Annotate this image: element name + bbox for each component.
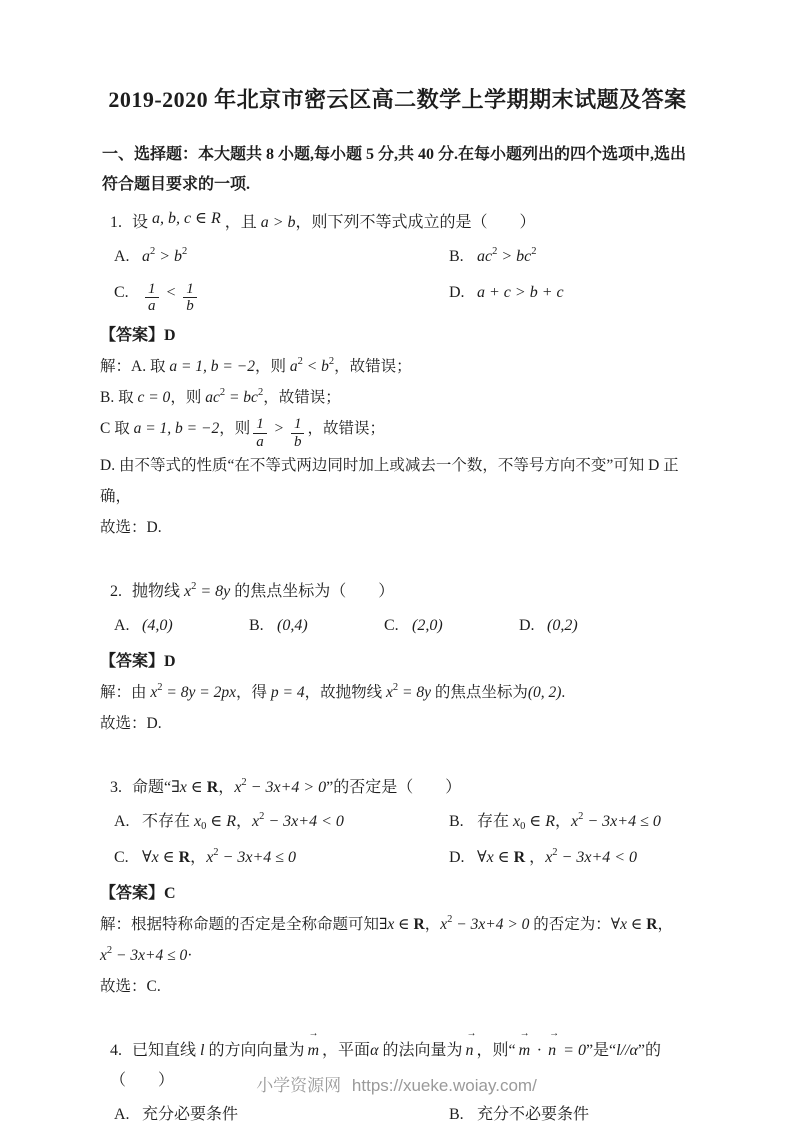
math-run: x xyxy=(184,583,192,600)
math-bold-run: R xyxy=(513,849,526,866)
question-2 xyxy=(100,577,695,739)
fraction-denominator: b xyxy=(186,298,194,314)
question-number: 3. xyxy=(110,779,122,796)
math-run: = 8y xyxy=(196,583,231,600)
subscript: 0 xyxy=(201,821,207,832)
solution-line xyxy=(100,971,695,1002)
option-label: C. xyxy=(114,284,129,301)
math-run: ∀x ∈ xyxy=(142,849,179,866)
text-run: ， xyxy=(236,813,253,830)
vector-arrow-icon: → xyxy=(519,1028,530,1039)
solution-line xyxy=(100,382,695,413)
math-run: ac xyxy=(205,388,220,406)
solution-line xyxy=(100,351,695,382)
math-run: − 3x+4 < 0 xyxy=(264,813,344,830)
option-B xyxy=(449,242,695,272)
fraction-numerator: 1 xyxy=(253,416,267,434)
math-run: ∈ R xyxy=(206,813,236,830)
option-D xyxy=(449,278,695,315)
text-run: 充分不必要条件 xyxy=(477,1106,590,1122)
text-run: ， xyxy=(424,916,441,933)
option-content xyxy=(142,849,296,866)
math-run: x xyxy=(545,849,553,866)
math-run: − 3x+4 ≤ 0 xyxy=(218,849,297,866)
vector-symbol xyxy=(307,1028,320,1066)
option-content xyxy=(142,248,187,265)
text-run: 不存在 xyxy=(142,813,195,830)
text-run: ，得 xyxy=(235,684,271,701)
option-content xyxy=(477,813,661,830)
text-run: ，故错误； xyxy=(263,388,341,406)
option-label: A. xyxy=(114,1106,130,1122)
superscript: 2 xyxy=(241,777,247,788)
text-run: ， xyxy=(525,849,546,866)
math-run: (0, 2) xyxy=(527,684,562,701)
math-run: a > b xyxy=(260,214,296,231)
math-bold-run: R xyxy=(413,916,425,933)
option-content xyxy=(142,1106,238,1122)
option-B xyxy=(449,807,695,837)
page-footer xyxy=(0,1071,793,1096)
option-A xyxy=(114,242,449,272)
math-run: x xyxy=(571,813,579,830)
math-run: > bc xyxy=(497,248,532,265)
question-stem xyxy=(110,577,695,607)
math-run: a xyxy=(289,357,298,375)
option-label: A. xyxy=(114,248,130,265)
solution-line xyxy=(100,909,695,940)
option-C xyxy=(384,611,519,641)
option-content xyxy=(477,849,637,866)
text-run: 的焦点坐标为 xyxy=(430,684,528,701)
math-run: x xyxy=(150,684,158,701)
math-run: = 8y = 2px xyxy=(162,684,236,701)
math-run: x xyxy=(234,779,242,796)
question-1 xyxy=(100,208,695,543)
question-number: 4. xyxy=(110,1042,122,1059)
vector-letter: m xyxy=(518,1042,531,1059)
text-run: ，则 xyxy=(170,388,206,406)
text-run: 的否定为： xyxy=(529,916,611,933)
answer-line xyxy=(100,879,695,909)
math-bold-run: R xyxy=(178,849,191,866)
option-label: B. xyxy=(449,1106,464,1122)
math-run: − 3x+4 ≤ 0 xyxy=(583,813,661,830)
text-run: 已知直线 xyxy=(132,1042,201,1059)
text-run: ，且 xyxy=(220,214,261,231)
fraction xyxy=(253,416,267,450)
fraction-numerator: 1 xyxy=(145,281,159,299)
options-grid xyxy=(100,242,695,315)
questions-list xyxy=(100,208,695,1122)
option-B xyxy=(249,611,384,641)
text-run: · xyxy=(187,947,193,964)
option-C xyxy=(114,278,449,315)
superscript: 2 xyxy=(492,246,498,257)
text-run: D. 由不等式的性质“在不等式两边同时加上或减去一个数，不等号方向不变”可知 D 正确， xyxy=(100,457,679,505)
answer-value: D xyxy=(164,326,176,344)
text-run: 故选：D. xyxy=(100,519,162,536)
option-A xyxy=(114,611,249,641)
option-content xyxy=(142,617,173,634)
superscript: 2 xyxy=(531,246,537,257)
section-heading: 一、选择题：本大题共 8 小题,每小题 5 分,共 40 分.在每小题列出的四个选项中,选出符合题目要求的一项. xyxy=(102,146,687,193)
text-run: B. 取 xyxy=(100,388,138,406)
text-run: 故选：D. xyxy=(100,715,162,732)
math-run: ∃x ∈ xyxy=(171,779,207,796)
text-run: 的焦点坐标为（ ） xyxy=(230,583,395,600)
option-A xyxy=(114,1100,449,1122)
option-content xyxy=(477,284,564,301)
text-run: . xyxy=(561,684,566,701)
option-label: C. xyxy=(114,849,129,866)
math-run: x xyxy=(385,684,393,701)
text-run: ”的（ ） xyxy=(110,1042,662,1089)
math-bold-run: R xyxy=(206,779,219,796)
option-D xyxy=(519,611,695,641)
fraction-numerator: 1 xyxy=(183,281,197,299)
option-D xyxy=(449,843,695,873)
superscript: 2 xyxy=(191,581,197,592)
subscript: 0 xyxy=(520,821,526,832)
math-run: − 3x+4 > 0 xyxy=(246,779,327,796)
fraction xyxy=(291,416,305,450)
math-run: · xyxy=(533,1042,546,1059)
fraction-denominator: a xyxy=(256,433,264,450)
math-run: l xyxy=(200,1042,205,1059)
superscript: 2 xyxy=(157,682,163,693)
option-content xyxy=(477,1106,589,1122)
math-run: − 3x+4 > 0 xyxy=(452,916,530,933)
text-run: ，故错误； xyxy=(334,357,412,375)
question-stem xyxy=(110,208,695,238)
math-run: ∀x ∈ xyxy=(610,916,647,933)
math-run: x xyxy=(194,813,202,830)
text-run: ， xyxy=(190,849,207,866)
solution-line xyxy=(100,450,695,512)
text-run: ， xyxy=(218,779,235,796)
math-run: a, b, c ∈ R xyxy=(152,210,221,227)
text-run: 抛物线 xyxy=(132,583,185,600)
superscript: 2 xyxy=(392,682,399,693)
answer-line xyxy=(100,647,695,677)
math-run: α xyxy=(370,1042,379,1059)
option-label: B. xyxy=(249,617,264,634)
text-run: 故选：C. xyxy=(100,978,161,995)
answer-line xyxy=(100,321,695,351)
text-run: ，则 xyxy=(254,357,290,375)
text-run: 的方向向量为 xyxy=(204,1042,305,1059)
math-run: (0,2) xyxy=(547,617,578,634)
superscript: 2 xyxy=(578,811,584,822)
text-run: ”是“ xyxy=(585,1042,617,1059)
superscript: 2 xyxy=(447,914,453,925)
vector-arrow-icon: → xyxy=(308,1028,319,1039)
superscript: 2 xyxy=(213,847,219,858)
math-run: x xyxy=(440,916,448,933)
text-run: 解：A. 取 xyxy=(100,357,170,375)
superscript: 2 xyxy=(259,811,265,822)
math-run: ∀x ∈ xyxy=(477,849,514,866)
math-run: l//α xyxy=(616,1042,638,1059)
answer-value: D xyxy=(164,653,176,670)
text-run: ，故错误； xyxy=(307,419,385,437)
fraction-numerator: 1 xyxy=(291,416,305,434)
option-label: C. xyxy=(384,617,399,634)
text-run: C 取 xyxy=(100,419,134,437)
math-run: x xyxy=(100,947,107,964)
math-run: ∈ R xyxy=(525,813,555,830)
answer-label: 【答案】 xyxy=(100,653,165,670)
vector-letter: m xyxy=(307,1042,320,1059)
superscript: 2 xyxy=(552,847,558,858)
vector-symbol xyxy=(465,1028,477,1066)
text-run: ，平面 xyxy=(322,1042,371,1059)
math-run: a = 1, b = −2 xyxy=(133,419,220,437)
text-run: ”的否定是（ ） xyxy=(326,779,462,796)
answer-label: 【答案】 xyxy=(100,885,165,902)
text-run: ，则 xyxy=(219,419,251,437)
math-run: − 3x+4 ≤ 0 xyxy=(112,947,188,964)
math-run: x xyxy=(513,813,521,830)
text-run: ，则“ xyxy=(476,1042,516,1059)
question-3 xyxy=(100,773,695,1002)
math-run: = 0 xyxy=(559,1042,586,1059)
text-run: ，故抛物线 xyxy=(304,684,386,701)
text-run: 解：由 xyxy=(100,684,151,701)
vector-arrow-icon: → xyxy=(549,1028,560,1039)
superscript: 2 xyxy=(328,355,335,367)
superscript: 2 xyxy=(297,355,303,367)
solution-line xyxy=(100,708,695,739)
option-content xyxy=(547,617,578,634)
text-run: 的法向量为 xyxy=(378,1042,463,1059)
option-B xyxy=(449,1100,695,1122)
question-number: 2. xyxy=(110,583,122,600)
vector-arrow-icon: → xyxy=(466,1028,477,1039)
math-run: = bc xyxy=(225,388,258,406)
text-run: 存在 xyxy=(477,813,514,830)
math-run: a = 1, b = −2 xyxy=(169,357,255,375)
math-run: (4,0) xyxy=(142,617,173,634)
page-title: 2019-2020 年北京市密云区高二数学上学期期末试题及答案 xyxy=(108,87,687,112)
text-run: 解：根据特称命题的否定是全称命题可知 xyxy=(100,916,380,933)
superscript: 2 xyxy=(150,246,156,257)
superscript: 2 xyxy=(257,386,264,398)
vector-symbol xyxy=(548,1028,560,1066)
text-run: 充分必要条件 xyxy=(142,1106,239,1122)
options-grid xyxy=(100,807,695,873)
math-run: < b xyxy=(302,357,329,375)
math-run: (0,4) xyxy=(277,617,308,634)
option-content xyxy=(142,813,344,830)
answer-value: C xyxy=(164,885,176,902)
math-run: ∃x ∈ xyxy=(379,916,414,933)
options-grid xyxy=(100,1100,695,1122)
option-label: B. xyxy=(449,248,464,265)
math-run: ac xyxy=(477,248,493,265)
vector-letter: n xyxy=(548,1042,557,1059)
math-run: a xyxy=(142,248,150,265)
answer-label: 【答案】 xyxy=(100,326,165,344)
text-run: ， xyxy=(657,916,673,933)
option-label: D. xyxy=(449,284,465,301)
options-grid xyxy=(100,611,695,641)
fraction-denominator: b xyxy=(293,433,302,450)
option-A xyxy=(114,807,449,837)
option-C xyxy=(114,843,449,873)
solution-line xyxy=(100,512,695,543)
text-run: ， xyxy=(555,813,572,830)
text-run: ，则下列不等式成立的是（ ） xyxy=(295,214,536,231)
option-content xyxy=(412,617,443,634)
solution-line xyxy=(100,413,695,451)
option-content xyxy=(277,617,308,634)
math-bold-run: R xyxy=(646,916,658,933)
option-label: A. xyxy=(114,813,130,830)
math-run: > xyxy=(269,419,288,437)
math-run: > b xyxy=(155,248,183,265)
solution-line xyxy=(100,677,695,708)
footer-url[interactable]: https://xueke.woiay.com/ xyxy=(351,1076,537,1095)
text-run: 命题“ xyxy=(132,779,172,796)
text-run: 设 xyxy=(132,214,153,231)
question-number: 1. xyxy=(110,214,122,231)
option-content xyxy=(142,280,200,314)
superscript: 2 xyxy=(219,386,226,398)
vector-letter: n xyxy=(465,1042,474,1059)
math-run: c = 0 xyxy=(137,388,171,406)
math-run: − 3x+4 < 0 xyxy=(557,849,638,866)
math-run: (2,0) xyxy=(412,617,443,634)
math-run: p = 4 xyxy=(270,684,305,701)
superscript: 2 xyxy=(182,246,188,257)
option-label: B. xyxy=(449,813,464,830)
option-label: D. xyxy=(449,849,465,866)
math-run: x xyxy=(206,849,214,866)
footer-site-name: 小学资源网 xyxy=(256,1076,342,1095)
option-label: A. xyxy=(114,617,130,634)
superscript: 2 xyxy=(106,945,113,956)
math-run: a + c > b + c xyxy=(477,284,564,301)
math-run: < xyxy=(161,284,181,301)
fraction xyxy=(145,281,159,315)
option-label: D. xyxy=(519,617,535,634)
question-stem xyxy=(110,773,695,803)
math-run: = 8y xyxy=(398,684,431,701)
vector-symbol xyxy=(518,1028,531,1066)
fraction xyxy=(183,281,197,315)
option-content xyxy=(477,248,537,265)
solution-line xyxy=(100,940,695,971)
math-run: x xyxy=(252,813,260,830)
fraction-denominator: a xyxy=(148,298,156,314)
